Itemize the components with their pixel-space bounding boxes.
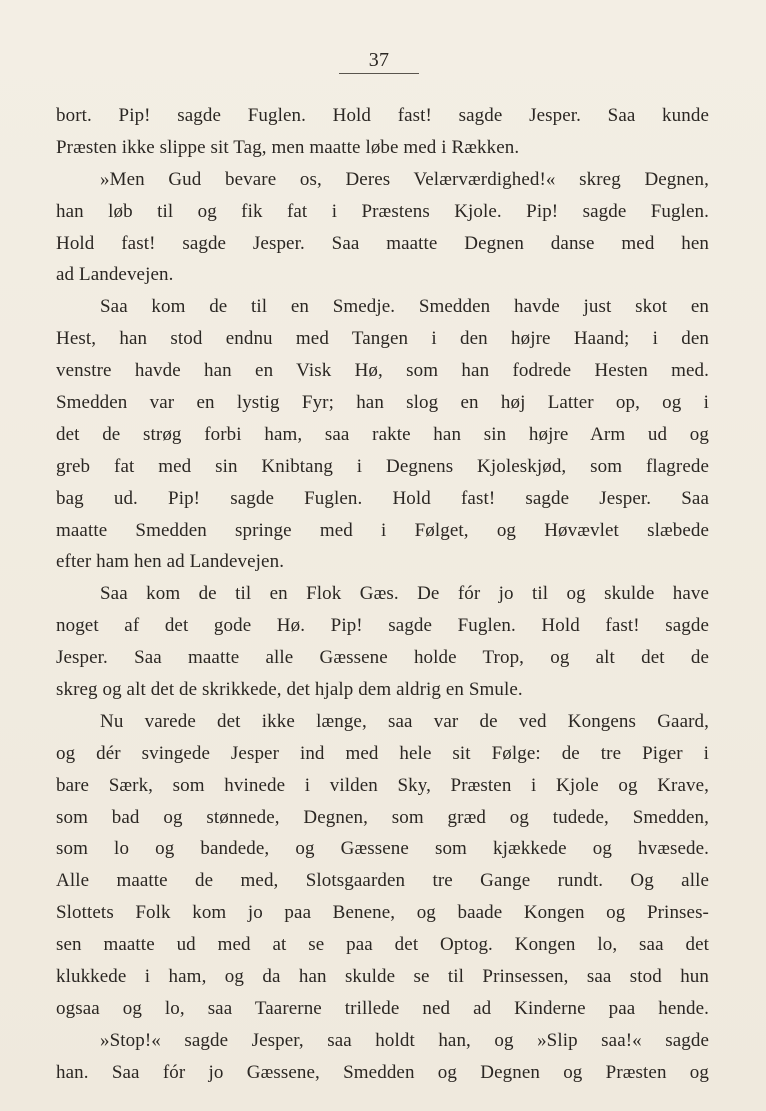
text-line: bag ud. Pip! sagde Fuglen. Hold fast! sagde Jesper. Saa: [56, 487, 709, 509]
text-line: maatte Smedden springe med i Følget, og Høvævlet slæbede: [56, 519, 709, 541]
text-line: som lo og bandede, og Gæssene som kjækkede og hvæsede.: [56, 838, 709, 860]
text-line: greb fat med sin Knibtang i Degnens Kjoleskjød, som flagrede: [56, 455, 709, 477]
text-line: bare Særk, som hvinede i vilden Sky, Præsten i Kjole og Krave,: [56, 774, 709, 796]
text-line: noget af det gode Hø. Pip! sagde Fuglen. Hold fast! sagde: [56, 615, 709, 637]
text-line: skreg og alt det de skrikkede, det hjalp dem aldrig en Smule.: [56, 679, 523, 701]
text-line: og dér svingede Jesper ind med hele sit Følge: de tre Piger i: [56, 742, 709, 764]
text-line: det de strøg forbi ham, saa rakte han sin højre Arm ud og: [56, 423, 709, 445]
text-line: efter ham hen ad Landevejen.: [56, 551, 285, 573]
text-line: han. Saa fór jo Gæssene, Smedden og Degnen og Præsten og: [56, 1061, 709, 1083]
text-line: bort. Pip! sagde Fuglen. Hold fast! sagde Jesper. Saa kunde: [56, 105, 709, 126]
text-line: Saa kom de til en Smedje. Smedden havde just skot en: [100, 296, 709, 318]
text-line: Præsten ikke slippe sit Tag, men maatte løbe med i Rækken.: [56, 136, 520, 158]
text-line: ad Landevejen.: [56, 264, 174, 286]
text-line: Alle maatte de med, Slotsgaarden tre Gange rundt. Og alle: [56, 870, 709, 892]
text-line: »Men Gud bevare os, Deres Velærværdighed!« skreg Degnen,: [100, 168, 709, 190]
text-line: »Stop!« sagde Jesper, saa holdt han, og »Slip saa!« sagde: [100, 1029, 709, 1051]
text-line: venstre havde han en Visk Hø, som han fodrede Hesten med.: [56, 360, 709, 382]
text-line: Nu varede det ikke længe, saa var de ved Kongens Gaard,: [100, 710, 709, 732]
text-line: Hest, han stod endnu med Tangen i den højre Haand; i den: [56, 328, 709, 350]
page-number: 37: [368, 49, 390, 71]
text-line: ogsaa og lo, saa Taarerne trillede ned ad Kinderne paa hende.: [56, 997, 709, 1019]
body-text: [56, 100, 709, 1089]
text-line: som bad og stønnede, Degnen, som græd og tudede, Smedden,: [56, 806, 709, 828]
text-line: klukkede i ham, og da han skulde se til Prinsessen, saa stod hun: [56, 966, 709, 988]
text-line: Slottets Folk kom jo paa Benene, og baade Kongen og Prinses-: [56, 902, 709, 924]
text-line: Smedden var en lystig Fyr; han slog en høj Latter op, og i: [56, 392, 709, 414]
page-number-rule: [339, 73, 419, 74]
text-line: Hold fast! sagde Jesper. Saa maatte Degnen danse med hen: [56, 232, 709, 254]
text-line: Saa kom de til en Flok Gæs. De fór jo til og skulde have: [100, 583, 709, 605]
text-line: sen maatte ud med at se paa det Optog. Kongen lo, saa det: [56, 934, 709, 956]
page-number-wrap: [339, 49, 419, 71]
text-line: han løb til og fik fat i Præstens Kjole. Pip! sagde Fuglen.: [56, 200, 709, 222]
text-line: Jesper. Saa maatte alle Gæssene holde Trop, og alt det de: [56, 647, 709, 669]
